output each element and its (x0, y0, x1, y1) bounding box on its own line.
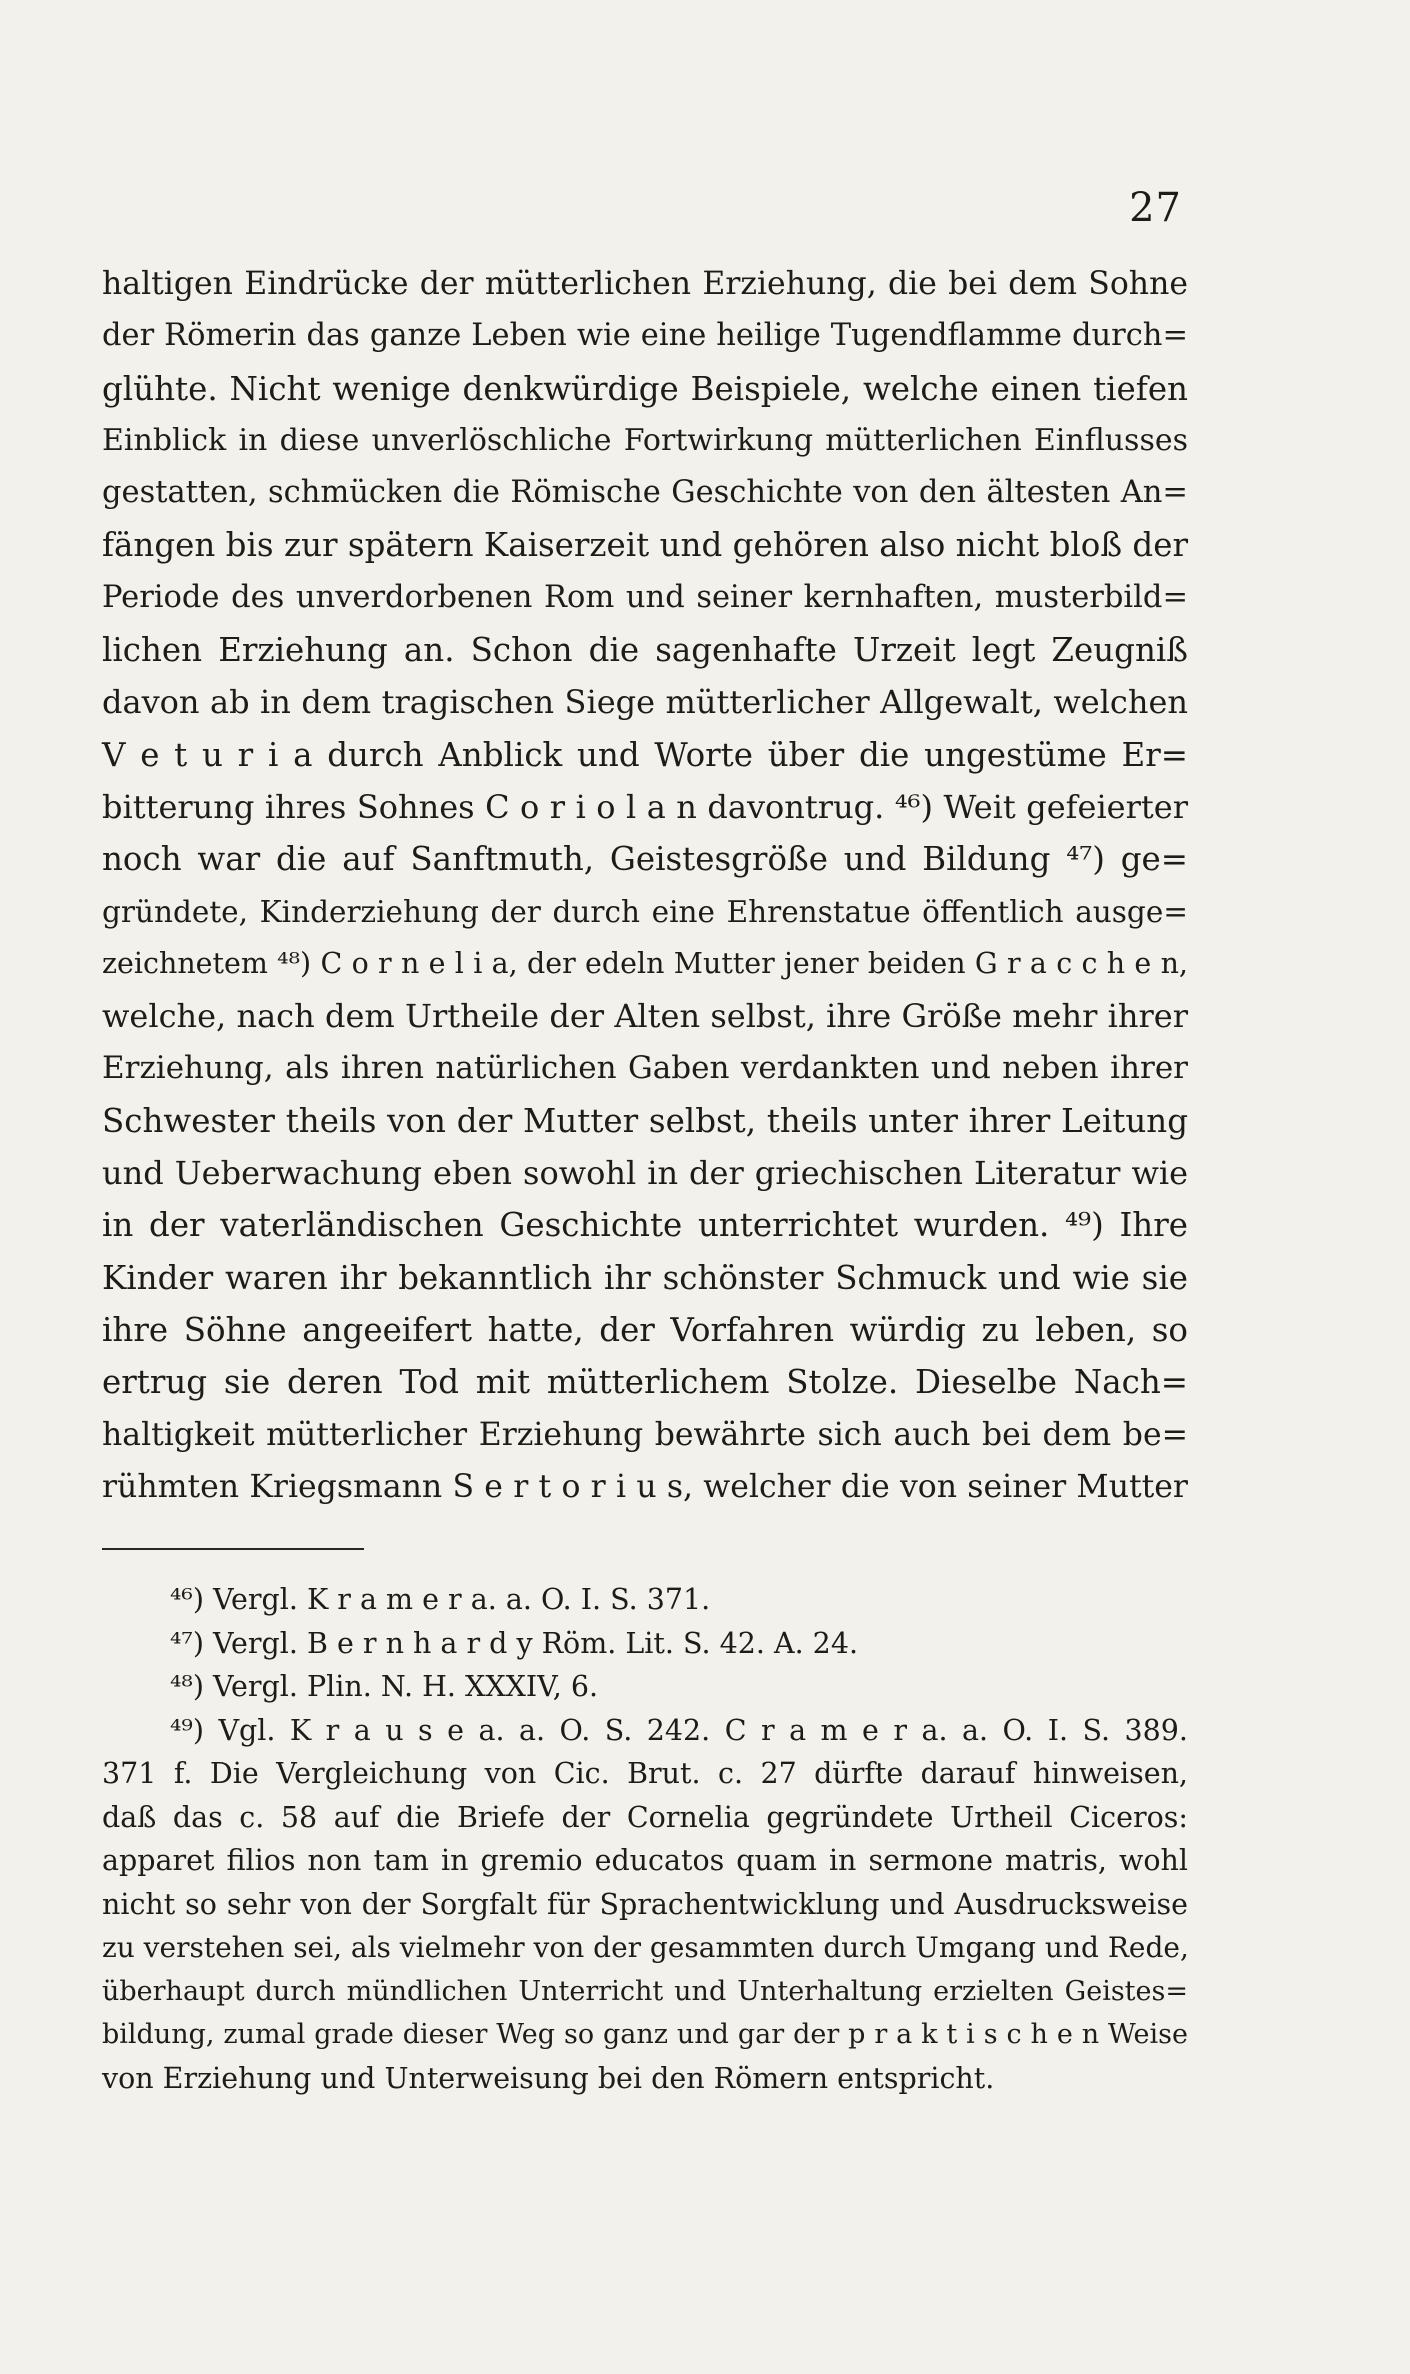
text-line: haltigen Eindrücke der mütterlichen Erziehung, die bei dem Sohne (102, 266, 1188, 302)
footnote-line: apparet filios non tam in gremio educatos quam in sermone matris, wohl (102, 1844, 1188, 1877)
text-line: zeichnetem ⁴⁸) C o r n e l i a, der edeln Mutter jener beiden G r a c c h e n, (102, 946, 1188, 980)
footnote-46: ⁴⁶) Vergl. K r a m e r a. a. O. I. S. 371. (170, 1583, 711, 1616)
text-line: bitterung ihres Sohnes C o r i o l a n davontrug. ⁴⁶) Weit gefeierter (102, 787, 1188, 826)
text-line: Periode des unverdorbenen Rom und seiner kernhaften, musterbild= (102, 579, 1188, 615)
text-line: gründete, Kinderziehung der durch eine Ehrenstatue öffentlich ausge= (102, 894, 1188, 929)
footnote-49 (102, 1709, 1188, 2101)
text-line: in der vaterländischen Geschichte unterrichtet wurden. ⁴⁹) Ihre (102, 1206, 1188, 1245)
text-line: rühmten Kriegsmann S e r t o r i u s, welcher die von seiner Mutter (102, 1468, 1188, 1505)
text-line: Einblick in diese unverlöschliche Fortwirkung mütterlichen Einflusses (102, 422, 1188, 458)
text-line: Schwester theils von der Mutter selbst, theils unter ihrer Leitung (102, 1101, 1188, 1140)
footnote-line: überhaupt durch mündlichen Unterricht und Unterhaltung erzielten Geistes= (102, 1975, 1188, 2007)
footnote-line: von Erziehung und Unterweisung bei den Römern entspricht. (102, 2061, 995, 2095)
text-line: ihre Söhne angeeifert hatte, der Vorfahren würdig zu leben, so (102, 1310, 1188, 1349)
text-line: ertrug sie deren Tod mit mütterlichem Stolze. Dieselbe Nach= (102, 1363, 1188, 1402)
text-line: V e t u r i a durch Anblick und Worte über die ungestüme Er= (102, 735, 1188, 774)
footnote-line: 371 f. Die Vergleichung von Cic. Brut. c. 27 dürfte darauf hinweisen, (102, 1757, 1188, 1790)
text-line: haltigkeit mütterlicher Erziehung bewährte sich auch bei dem be= (102, 1416, 1188, 1453)
text-line: der Römerin das ganze Leben wie eine heilige Tugendflamme durch= (102, 318, 1188, 354)
footnote-line: daß das c. 58 auf die Briefe der Cornelia gegründete Urtheil Ciceros: (102, 1800, 1188, 1834)
text-line: glühte. Nicht wenige denkwürdige Beispiele, welche einen tiefen (102, 369, 1188, 408)
main-text (102, 258, 1188, 1513)
footnote-line: ⁴⁹) Vgl. K r a u s e a. a. O. S. 242. C r a m e r a. a. O. I. S. 389. (170, 1713, 1188, 1747)
footnotes (102, 1578, 1188, 2100)
footnote-divider (102, 1548, 364, 1550)
text-line: Kinder waren ihr bekanntlich ihr schönster Schmuck und wie sie (102, 1258, 1188, 1297)
footnote-47: ⁴⁷) Vergl. B e r n h a r d y Röm. Lit. S. 42. A. 24. (170, 1626, 859, 1660)
footnote-line: nicht so sehr von der Sorgfalt für Sprachentwicklung und Ausdrucksweise (102, 1887, 1188, 1921)
text-line: und Ueberwachung eben sowohl in der griechischen Literatur wie (102, 1154, 1188, 1193)
page-number: 27 (1129, 185, 1182, 231)
footnote-line: bildung, zumal grade dieser Weg so ganz und gar der p r a k t i s c h e n Weise (102, 2019, 1188, 2050)
footnote-line: zu verstehen sei, als vielmehr von der gesammten durch Umgang und Rede, (102, 1931, 1189, 1964)
text-line: Erziehung, als ihren natürlichen Gaben verdankten und neben ihrer (102, 1050, 1188, 1087)
text-line: lichen Erziehung an. Schon die sagenhafte Urzeit legt Zeugniß (102, 631, 1188, 670)
text-line: noch war die auf Sanftmuth, Geistesgröße und Bildung ⁴⁷) ge= (102, 840, 1188, 879)
text-line: welche, nach dem Urtheile der Alten selbst, ihre Größe mehr ihrer (102, 997, 1188, 1036)
text-line: gestatten, schmücken die Römische Geschichte von den ältesten An= (102, 475, 1188, 511)
footnote-48: ⁴⁸) Vergl. Plin. N. H. XXXIV, 6. (170, 1670, 599, 1703)
text-line: davon ab in dem tragischen Siege mütterlicher Allgewalt, welchen (102, 683, 1188, 722)
text-line: fängen bis zur spätern Kaiserzeit und gehören also nicht bloß der (102, 526, 1188, 565)
